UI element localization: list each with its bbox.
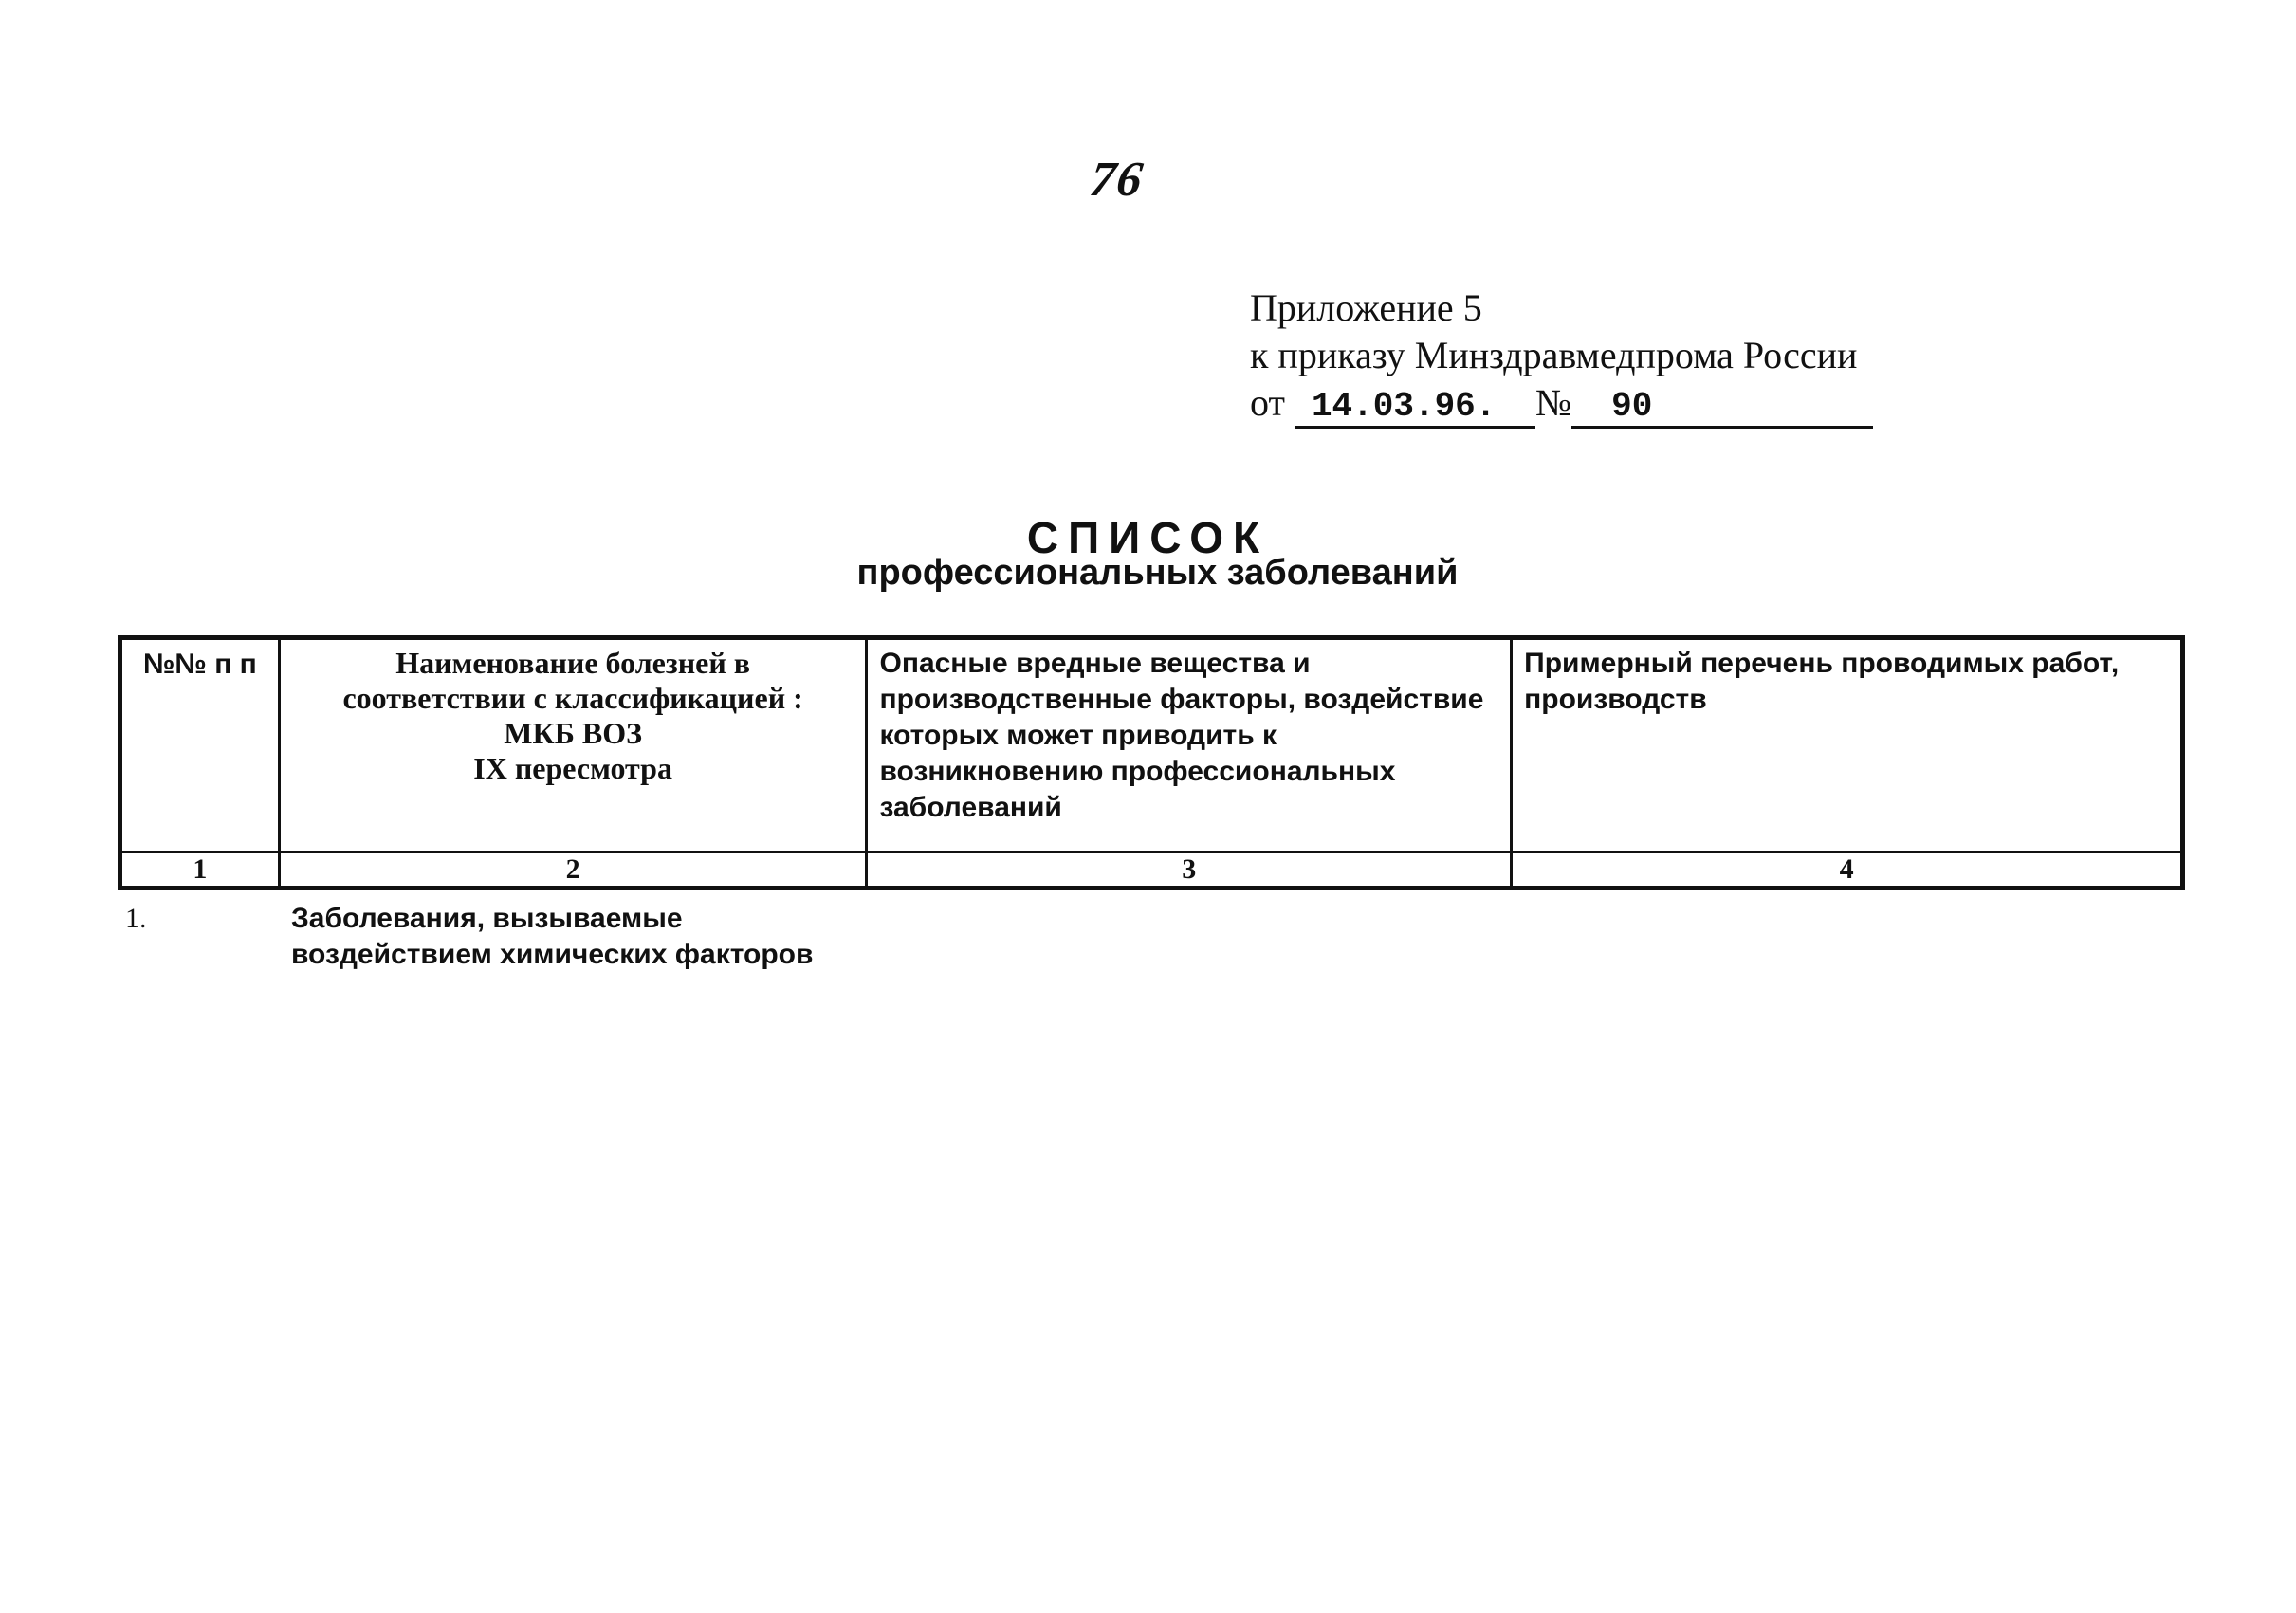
appendix-title: Приложение 5 [1250, 286, 1482, 329]
page-number: 76 [1086, 153, 1148, 207]
appendix-block [1250, 284, 1873, 429]
column-number: 1 [120, 852, 280, 889]
document-title: СПИСОК [1026, 513, 1270, 562]
column-number: 2 [279, 852, 867, 889]
order-date: 14.03.96. [1295, 388, 1535, 429]
appendix-order-ref: к приказу Минздравмедпрома России [1250, 334, 1858, 376]
column-number: 4 [1512, 852, 2183, 889]
header-col-works: Примерный перечень проводимых работ, производств [1512, 638, 2183, 852]
date-prefix: от [1250, 381, 1285, 424]
column-number-row [120, 852, 2183, 889]
order-number: 90 [1571, 388, 1873, 429]
document-subtitle: профессиональных заболеваний [856, 553, 1459, 593]
header-col-disease-name: Наименование болезней в соответствии с классификацией : МКБ ВОЗ IX пересмотра [279, 638, 867, 852]
appendix-date-line [1250, 379, 1873, 429]
section-title: Заболевания, вызываемые воздействием химических факторов [291, 903, 814, 970]
number-prefix: № [1534, 381, 1572, 424]
table-header-row [120, 638, 2183, 852]
header-col-hazards: Опасные вредные вещества и производственные факторы, воздействие которых может приводить к возникновению профессиональных заболеваний [867, 638, 1512, 852]
header-col-number: №№ п п [120, 638, 280, 852]
column-number: 3 [867, 852, 1512, 889]
section-number: 1. [125, 903, 147, 934]
diseases-table [118, 635, 2185, 890]
